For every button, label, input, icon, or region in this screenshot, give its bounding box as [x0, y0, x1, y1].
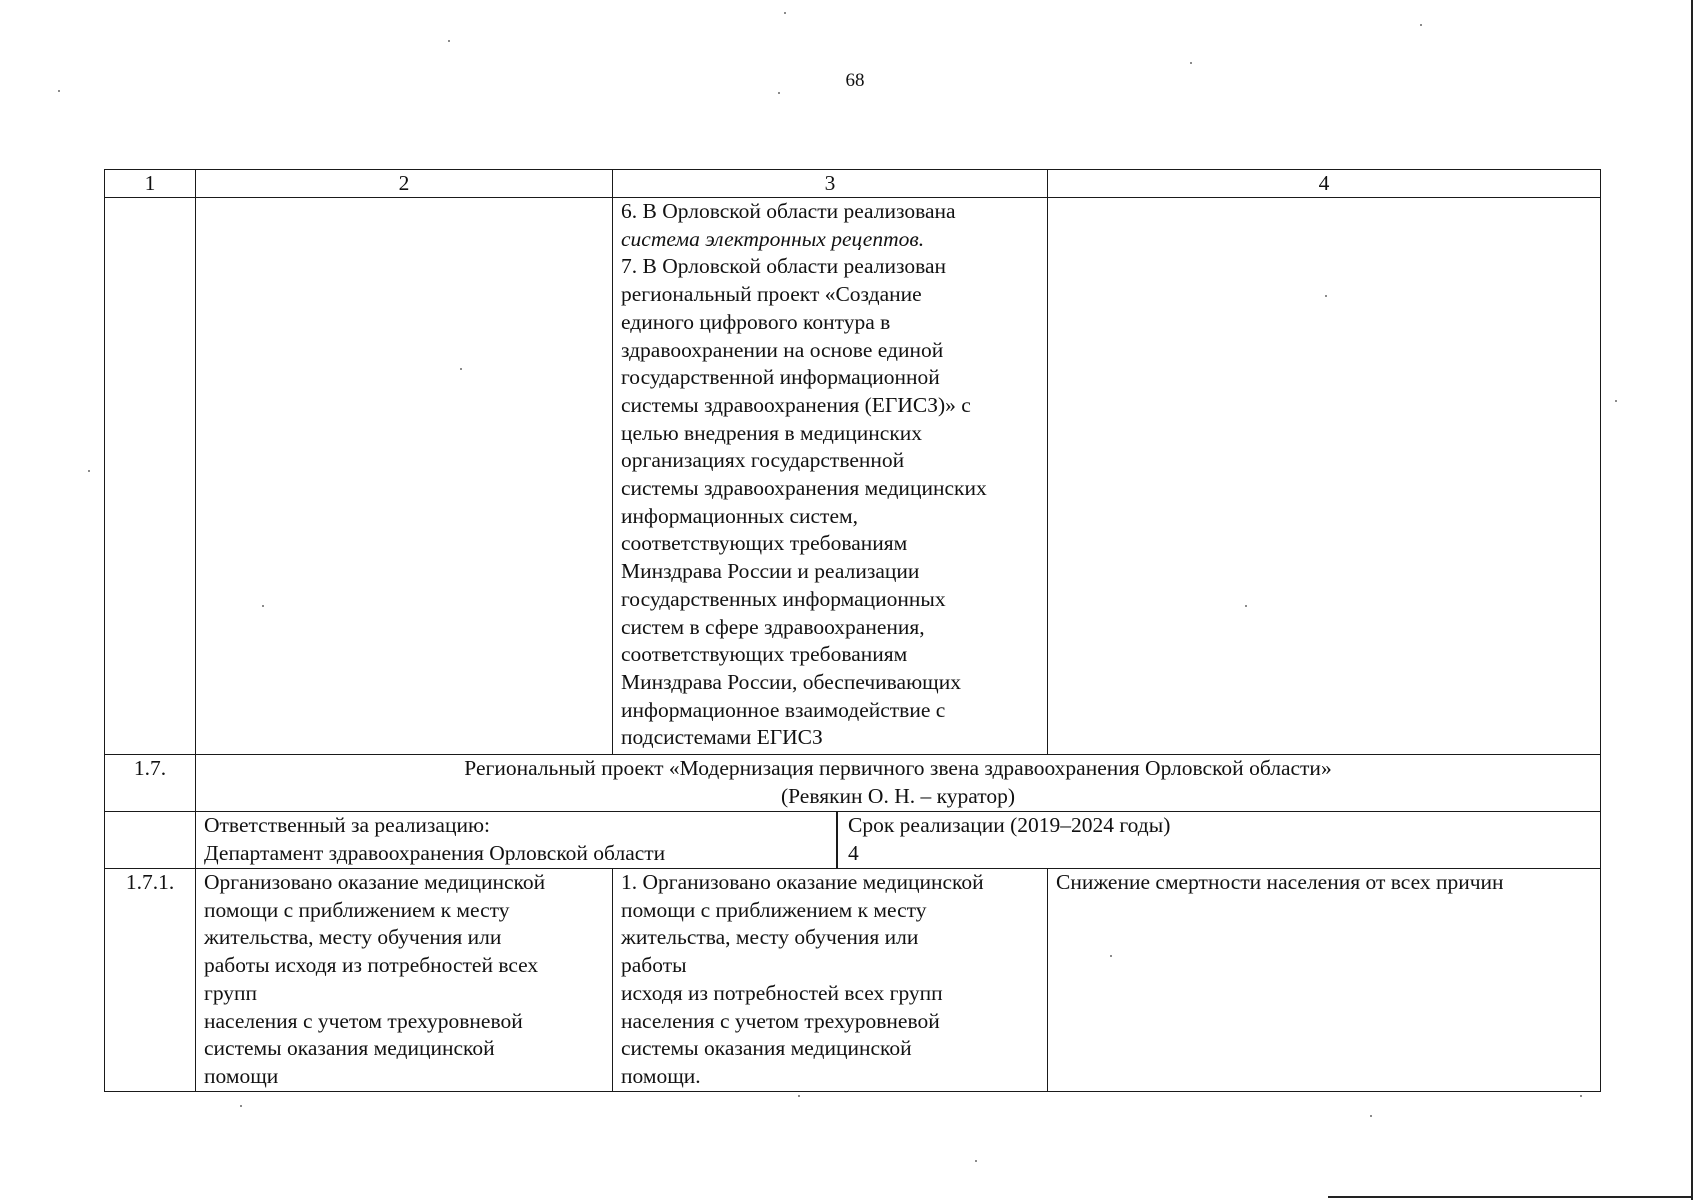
results-list-line: государственной информационной — [621, 365, 940, 390]
results-list-line: соответствующих требованиям — [621, 642, 908, 667]
scan-speck — [1370, 1115, 1372, 1117]
item-task-line: помощи с приближением к месту — [204, 897, 510, 922]
section-title-line-2: (Ревякин О. Н. – куратор) — [780, 783, 1016, 808]
results-list-line: 7. В Орловской области реализован — [621, 254, 947, 279]
scan-speck — [1190, 62, 1192, 64]
results-list-line: Минздрава России, обеспечивающих — [621, 669, 961, 694]
scan-speck — [1580, 1095, 1582, 1097]
continued-row-col4 — [1048, 198, 1601, 755]
item-result-line: 1. Организовано оказание медицинской — [621, 870, 984, 894]
item-task-line: групп — [204, 980, 258, 1005]
item-task-line: системы оказания медицинской — [204, 1036, 495, 1061]
scan-speck — [1325, 295, 1327, 297]
scan-edge-bottom — [1328, 1196, 1692, 1198]
scan-speck — [460, 368, 462, 370]
continued-row-col2 — [196, 198, 613, 755]
item-result-line: работы — [621, 953, 687, 978]
scan-speck — [240, 1105, 242, 1107]
responsibility-cell — [196, 812, 1601, 869]
section-title — [196, 755, 1601, 812]
results-list-line: системы здравоохранения (ЕГИСЗ)» с — [621, 392, 971, 417]
responsible-label: Ответственный за реализацию: — [204, 813, 491, 837]
scan-speck — [778, 92, 780, 94]
item-row — [105, 869, 1601, 1092]
scan-speck — [58, 90, 60, 92]
results-list-line: информационных систем, — [621, 503, 858, 528]
results-list-line: информационное взаимодействие с — [621, 697, 946, 722]
results-list-line: система электронных рецептов. — [621, 226, 925, 251]
item-task-line: жительства, месту обучения или — [204, 925, 502, 950]
results-list-line: целью внедрения в медицинских — [621, 420, 923, 445]
scan-speck — [1420, 24, 1422, 26]
continued-row — [105, 198, 1601, 755]
results-list-line: здравоохранении на основе единой — [621, 337, 944, 362]
item-result-line: помощи. — [621, 1063, 701, 1088]
scan-speck — [262, 605, 264, 607]
continued-row-col1 — [105, 198, 196, 755]
continued-row-col3 — [613, 198, 1048, 755]
section-number: 1.7. — [105, 755, 196, 812]
item-result-line: исходя из потребностей всех групп — [621, 980, 943, 1005]
results-list-line: региональный проект «Создание — [621, 282, 922, 307]
item-result-line: населения с учетом трехуровневой — [621, 1008, 940, 1033]
scan-speck — [88, 470, 90, 472]
item-task — [204, 869, 604, 1091]
results-list-line: 6. В Орловской области реализована — [621, 199, 956, 223]
scan-speck — [1245, 605, 1247, 607]
scan-speck — [448, 40, 450, 42]
item-result-line: помощи с приближением к месту — [621, 897, 927, 922]
scan-speck — [784, 12, 786, 14]
results-list-line: системы здравоохранения медицинских — [621, 476, 987, 501]
results-list-line: государственных информационных — [621, 586, 946, 611]
item-result-line: жительства, месту обучения или — [621, 925, 919, 950]
column-number-2: 2 — [196, 170, 613, 198]
responsible-block — [204, 812, 665, 867]
item-task-line: Организовано оказание медицинской — [204, 870, 546, 894]
section-title-line-1: Региональный проект «Модернизация первичного звена здравоохранения Орловской области» — [464, 756, 1332, 780]
item-task-line: помощи — [204, 1063, 279, 1088]
column-number-3: 3 — [613, 170, 1048, 198]
scan-speck — [1615, 400, 1617, 402]
item-result-line: системы оказания медицинской — [621, 1036, 912, 1061]
item-number: 1.7.1. — [105, 869, 196, 1092]
item-task-line: работы исходя из потребностей всех — [204, 953, 539, 978]
results-list-line: Минздрава России и реализации — [621, 559, 920, 584]
item-result — [621, 869, 1039, 1091]
scan-edge-right — [1691, 0, 1693, 1200]
item-task-cell — [196, 869, 613, 1092]
term-value: 4 — [848, 840, 859, 865]
scan-speck — [798, 1095, 800, 1097]
item-effect-cell — [1048, 869, 1601, 1092]
scan-speck — [1110, 955, 1112, 957]
item-result-cell — [613, 869, 1048, 1092]
results-list — [621, 198, 1039, 752]
page-number: 68 — [845, 70, 865, 91]
scan-speck — [975, 1160, 977, 1162]
results-list-line: подсистемами ЕГИСЗ — [621, 725, 823, 750]
results-list-line: соответствующих требованиям — [621, 531, 908, 556]
column-number-4: 4 — [1048, 170, 1601, 198]
item-task-line: населения с учетом трехуровневой — [204, 1008, 523, 1033]
section-row — [105, 755, 1601, 812]
item-effect: Снижение смертности населения от всех причин — [1056, 870, 1504, 894]
responsible-value: Департамент здравоохранения Орловской области — [204, 840, 666, 865]
results-list-line: единого цифрового контура в — [621, 309, 891, 334]
responsibility-divider — [836, 812, 838, 869]
program-table — [104, 169, 1601, 1092]
responsibility-row — [105, 812, 1601, 869]
responsibility-row-col1 — [105, 812, 196, 869]
results-list-line: систем в сфере здравоохранения, — [621, 614, 925, 639]
term-label: Срок реализации (2019–2024 годы) — [848, 813, 1171, 837]
column-number-row — [105, 170, 1601, 198]
column-number-1: 1 — [105, 170, 196, 198]
results-list-line: организациях государственной — [621, 448, 905, 473]
term-block — [848, 812, 1170, 867]
